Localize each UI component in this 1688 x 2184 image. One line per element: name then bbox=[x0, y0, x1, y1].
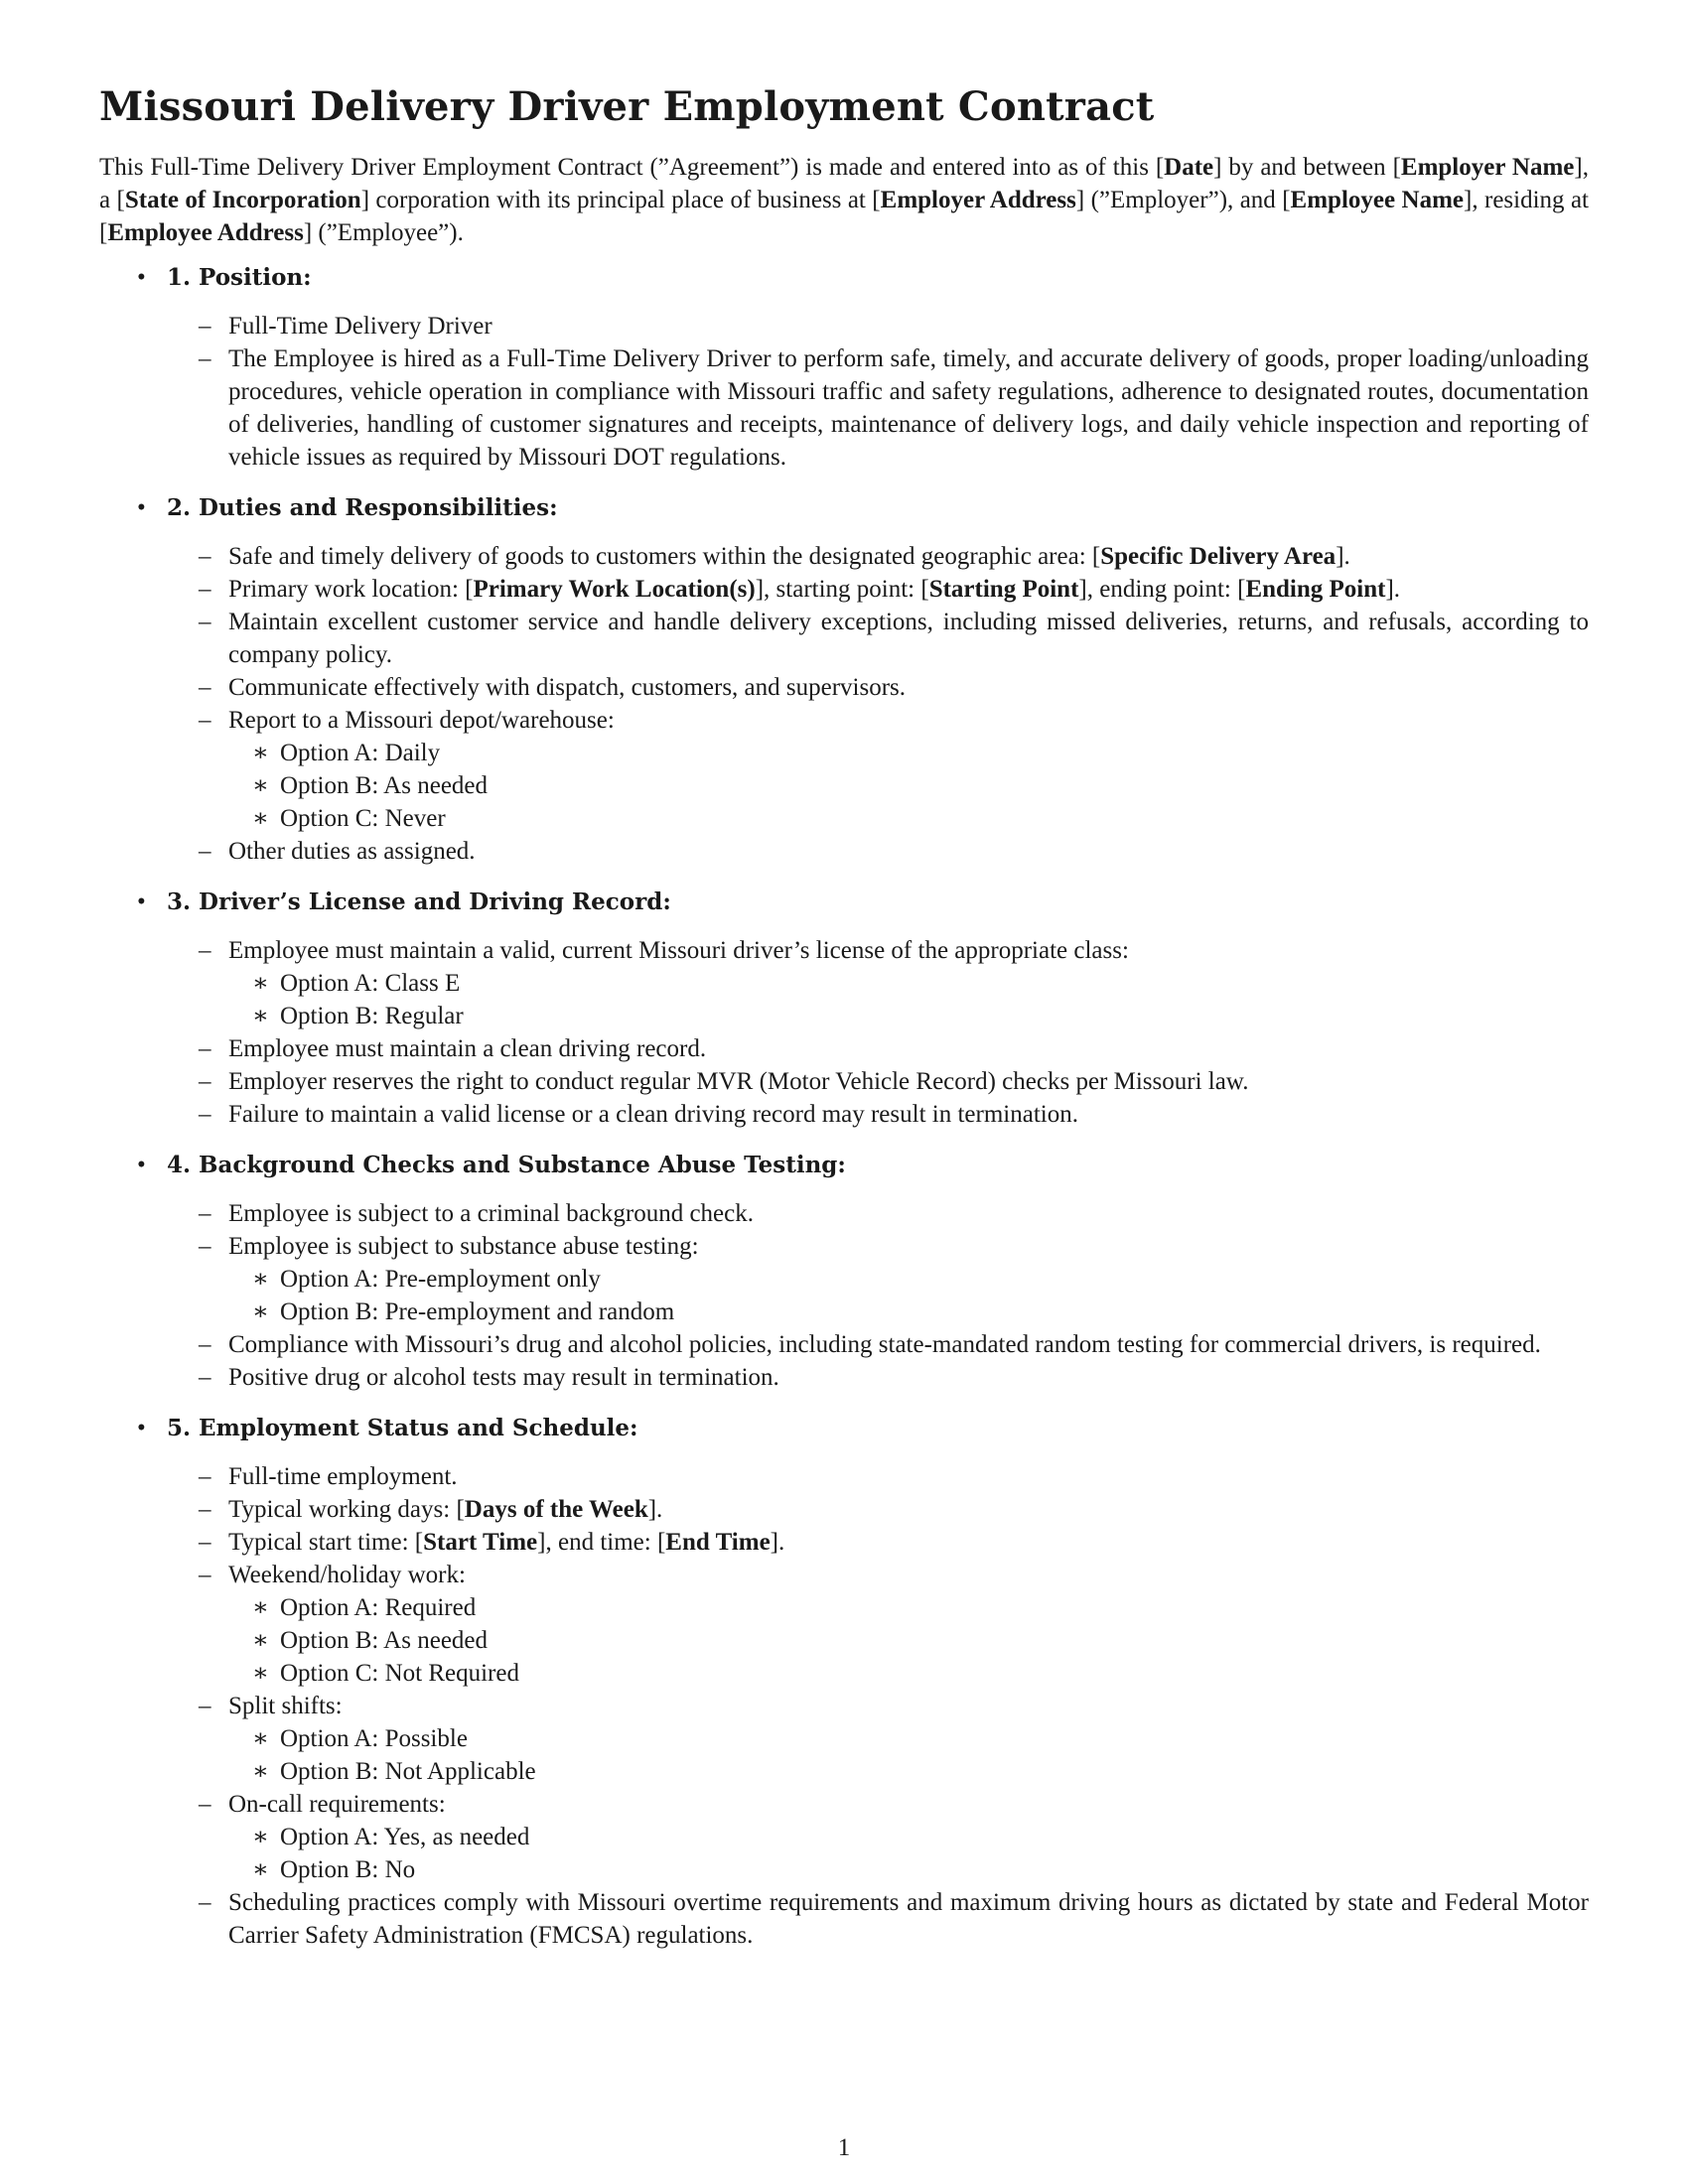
placeholder-end-time: End Time bbox=[665, 1529, 771, 1556]
dash-icon: – bbox=[199, 1233, 211, 1260]
option-item bbox=[228, 1591, 1589, 1624]
item-text: Typical start time: [ bbox=[228, 1529, 424, 1556]
asterisk-icon: ∗ bbox=[252, 1824, 269, 1850]
option-text: Option B: Not Applicable bbox=[280, 1758, 536, 1785]
page-number: 1 bbox=[837, 2134, 851, 2161]
option-list bbox=[228, 737, 1589, 835]
dash-icon: – bbox=[199, 1035, 211, 1062]
list-item bbox=[167, 1230, 1589, 1328]
list-item bbox=[167, 934, 1589, 1032]
option-item bbox=[228, 1853, 1589, 1886]
placeholder-days-of-week: Days of the Week bbox=[464, 1496, 648, 1523]
option-item bbox=[228, 1263, 1589, 1296]
item-text: ]. bbox=[647, 1496, 663, 1523]
item-text: Employee is subject to a criminal background check. bbox=[228, 1200, 754, 1227]
section-title: 4. Background Checks and Substance Abuse Testing: bbox=[167, 1152, 846, 1178]
item-text: Safe and timely delivery of goods to customers within the designated geographic area: [ bbox=[228, 543, 1101, 570]
item-text: Split shifts: bbox=[228, 1693, 343, 1719]
dash-icon: – bbox=[199, 1562, 211, 1588]
placeholder-state-of-incorporation: State of Incorporation bbox=[124, 187, 361, 213]
asterisk-icon: ∗ bbox=[252, 772, 269, 799]
option-text: Option A: Pre-employment only bbox=[280, 1266, 601, 1293]
option-text: Option A: Yes, as needed bbox=[280, 1824, 530, 1850]
list-item bbox=[167, 1886, 1589, 1952]
dash-icon: – bbox=[199, 1101, 211, 1128]
option-item bbox=[228, 967, 1589, 1000]
item-text: Communicate effectively with dispatch, customers, and supervisors. bbox=[228, 674, 907, 701]
asterisk-icon: ∗ bbox=[252, 805, 269, 832]
asterisk-icon: ∗ bbox=[252, 970, 269, 997]
item-text: Employee must maintain a clean driving record. bbox=[228, 1035, 707, 1062]
placeholder-ending-point: Ending Point bbox=[1245, 576, 1386, 603]
item-text: Failure to maintain a valid license or a clean driving record may result in termination. bbox=[228, 1101, 1078, 1128]
option-item bbox=[228, 1821, 1589, 1853]
section-title: 5. Employment Status and Schedule: bbox=[167, 1415, 638, 1441]
dash-icon: – bbox=[199, 313, 211, 340]
list-item bbox=[167, 1361, 1589, 1394]
item-text: The Employee is hired as a Full-Time Delivery Driver to perform safe, timely, and accurate delivery of goods, proper loading/unloading procedures, vehicle operation in compliance with Missouri traffic and safety regulations, adherence to designated routes, documentation of deliveries, handling of customer signatures and receipts, maintenance of delivery logs, and daily vehicle inspection and reporting of vehicle issues as required by Missouri DOT regulations. bbox=[228, 345, 1589, 471]
asterisk-icon: ∗ bbox=[252, 1298, 269, 1325]
item-text: Scheduling practices comply with Missouri overtime requirements and maximum driving hours as dictated by state and Federal Motor Carrier Safety Administration (FMCSA) regulations. bbox=[228, 1889, 1589, 1949]
list-item bbox=[167, 1098, 1589, 1131]
item-text: Weekend/holiday work: bbox=[228, 1562, 466, 1588]
bullet-icon: • bbox=[137, 888, 146, 915]
dash-icon: – bbox=[199, 1693, 211, 1719]
bullet-icon: • bbox=[137, 494, 146, 521]
sub-list bbox=[167, 934, 1589, 1131]
asterisk-icon: ∗ bbox=[252, 740, 269, 766]
dash-icon: – bbox=[199, 937, 211, 964]
intro-text: ], residing at [ bbox=[99, 187, 1590, 246]
dash-icon: – bbox=[199, 345, 211, 372]
sub-list bbox=[167, 540, 1589, 868]
placeholder-date: Date bbox=[1164, 154, 1214, 181]
asterisk-icon: ∗ bbox=[252, 1856, 269, 1883]
dash-icon: – bbox=[199, 1364, 211, 1391]
list-item bbox=[167, 1788, 1589, 1886]
item-text: ], ending point: [ bbox=[1078, 576, 1246, 603]
section-position bbox=[99, 261, 1589, 474]
option-item bbox=[228, 1755, 1589, 1788]
section-title: 1. Position: bbox=[167, 264, 312, 291]
item-text: ], end time: [ bbox=[537, 1529, 666, 1556]
sub-list bbox=[167, 310, 1589, 474]
item-text: ]. bbox=[1385, 576, 1401, 603]
dash-icon: – bbox=[199, 576, 211, 603]
dash-icon: – bbox=[199, 838, 211, 865]
item-text: Full-time employment. bbox=[228, 1463, 458, 1490]
list-item bbox=[167, 1328, 1589, 1361]
option-text: Option A: Possible bbox=[280, 1725, 468, 1752]
placeholder-employer-name: Employer Name bbox=[1400, 154, 1575, 181]
bullet-icon: • bbox=[137, 264, 146, 291]
placeholder-employee-address: Employee Address bbox=[107, 219, 304, 246]
list-item bbox=[167, 1032, 1589, 1065]
section-list bbox=[99, 261, 1589, 1952]
item-text: On-call requirements: bbox=[228, 1791, 446, 1818]
intro-text: This Full-Time Delivery Driver Employment Contract (”Agreement”) is made and entered into as of this [ bbox=[99, 154, 1165, 181]
asterisk-icon: ∗ bbox=[252, 1758, 269, 1785]
option-list bbox=[228, 1591, 1589, 1690]
list-item bbox=[167, 1065, 1589, 1098]
list-item bbox=[167, 540, 1589, 573]
option-text: Option B: No bbox=[280, 1856, 416, 1883]
list-item bbox=[167, 310, 1589, 342]
dash-icon: – bbox=[199, 674, 211, 701]
list-item bbox=[167, 1197, 1589, 1230]
sub-list bbox=[167, 1197, 1589, 1394]
section-background-checks bbox=[99, 1149, 1589, 1394]
intro-paragraph bbox=[99, 151, 1589, 249]
placeholder-employer-address: Employer Address bbox=[880, 187, 1076, 213]
option-item bbox=[228, 1000, 1589, 1032]
sub-list bbox=[167, 1460, 1589, 1952]
dash-icon: – bbox=[199, 1463, 211, 1490]
intro-text: ] (”Employee”). bbox=[303, 219, 464, 246]
placeholder-starting-point: Starting Point bbox=[928, 576, 1079, 603]
list-item bbox=[167, 1526, 1589, 1559]
option-item bbox=[228, 769, 1589, 802]
option-item bbox=[228, 1624, 1589, 1657]
list-item bbox=[167, 573, 1589, 606]
list-item bbox=[167, 835, 1589, 868]
item-text: ]. bbox=[770, 1529, 785, 1556]
document-page bbox=[99, 83, 1589, 1970]
option-text: Option C: Never bbox=[280, 805, 446, 832]
option-list bbox=[228, 1263, 1589, 1328]
option-list bbox=[228, 967, 1589, 1032]
section-title: 3. Driver’s License and Driving Record: bbox=[167, 888, 671, 915]
option-item bbox=[228, 1296, 1589, 1328]
dash-icon: – bbox=[199, 1331, 211, 1358]
list-item bbox=[167, 671, 1589, 704]
item-text: Full-Time Delivery Driver bbox=[228, 313, 492, 340]
option-text: Option B: Pre-employment and random bbox=[280, 1298, 675, 1325]
intro-text: ] by and between [ bbox=[1213, 154, 1401, 181]
list-item bbox=[167, 606, 1589, 671]
option-text: Option B: As needed bbox=[280, 1627, 489, 1654]
list-item bbox=[167, 704, 1589, 835]
dash-icon: – bbox=[199, 707, 211, 734]
list-item bbox=[167, 1559, 1589, 1690]
list-item bbox=[167, 342, 1589, 474]
bullet-icon: • bbox=[137, 1415, 146, 1441]
dash-icon: – bbox=[199, 1496, 211, 1523]
asterisk-icon: ∗ bbox=[252, 1725, 269, 1752]
option-text: Option A: Daily bbox=[280, 740, 441, 766]
section-employment-status bbox=[99, 1412, 1589, 1952]
section-title: 2. Duties and Responsibilities: bbox=[167, 494, 558, 521]
option-list bbox=[228, 1722, 1589, 1788]
item-text: Typical working days: [ bbox=[228, 1496, 465, 1523]
document-title: Missouri Delivery Driver Employment Contract bbox=[99, 83, 1155, 130]
option-text: Option A: Class E bbox=[280, 970, 461, 997]
option-item bbox=[228, 737, 1589, 769]
placeholder-delivery-area: Specific Delivery Area bbox=[1100, 543, 1336, 570]
option-item bbox=[228, 1722, 1589, 1755]
dash-icon: – bbox=[199, 1529, 211, 1556]
dash-icon: – bbox=[199, 1068, 211, 1095]
item-text: Maintain excellent customer service and handle delivery exceptions, including missed deliveries, returns, and refusals, according to company policy. bbox=[228, 609, 1589, 668]
item-text: Employee is subject to substance abuse testing: bbox=[228, 1233, 699, 1260]
intro-text: ], a [ bbox=[99, 154, 1589, 213]
placeholder-start-time: Start Time bbox=[423, 1529, 538, 1556]
dash-icon: – bbox=[199, 1791, 211, 1818]
option-text: Option B: Regular bbox=[280, 1003, 464, 1029]
dash-icon: – bbox=[199, 543, 211, 570]
placeholder-employee-name: Employee Name bbox=[1290, 187, 1464, 213]
asterisk-icon: ∗ bbox=[252, 1660, 269, 1687]
option-text: Option A: Required bbox=[280, 1594, 477, 1621]
section-duties bbox=[99, 491, 1589, 868]
item-text: Compliance with Missouri’s drug and alcohol policies, including state-mandated random testing for commercial drivers, is required. bbox=[228, 1331, 1541, 1358]
asterisk-icon: ∗ bbox=[252, 1627, 269, 1654]
option-text: Option B: As needed bbox=[280, 772, 489, 799]
item-text: Positive drug or alcohol tests may result in termination. bbox=[228, 1364, 779, 1391]
item-text: Primary work location: [ bbox=[228, 576, 474, 603]
option-item bbox=[228, 802, 1589, 835]
item-text: Report to a Missouri depot/warehouse: bbox=[228, 707, 615, 734]
placeholder-work-location: Primary Work Location(s) bbox=[473, 576, 756, 603]
dash-icon: – bbox=[199, 1889, 211, 1916]
asterisk-icon: ∗ bbox=[252, 1266, 269, 1293]
section-drivers-license bbox=[99, 886, 1589, 1131]
item-text: ], starting point: [ bbox=[755, 576, 929, 603]
item-text: Employee must maintain a valid, current Missouri driver’s license of the appropriate class: bbox=[228, 937, 1129, 964]
item-text: Other duties as assigned. bbox=[228, 838, 476, 865]
list-item bbox=[167, 1690, 1589, 1788]
list-item bbox=[167, 1493, 1589, 1526]
asterisk-icon: ∗ bbox=[252, 1003, 269, 1029]
asterisk-icon: ∗ bbox=[252, 1594, 269, 1621]
list-item bbox=[167, 1460, 1589, 1493]
item-text: Employer reserves the right to conduct regular MVR (Motor Vehicle Record) checks per Missouri law. bbox=[228, 1068, 1249, 1095]
option-list bbox=[228, 1821, 1589, 1886]
dash-icon: – bbox=[199, 609, 211, 635]
item-text: ]. bbox=[1336, 543, 1350, 570]
intro-text: ] (”Employer”), and [ bbox=[1075, 187, 1291, 213]
option-item bbox=[228, 1657, 1589, 1690]
bullet-icon: • bbox=[137, 1152, 146, 1178]
dash-icon: – bbox=[199, 1200, 211, 1227]
intro-text: ] corporation with its principal place of business at [ bbox=[360, 187, 881, 213]
option-text: Option C: Not Required bbox=[280, 1660, 519, 1687]
